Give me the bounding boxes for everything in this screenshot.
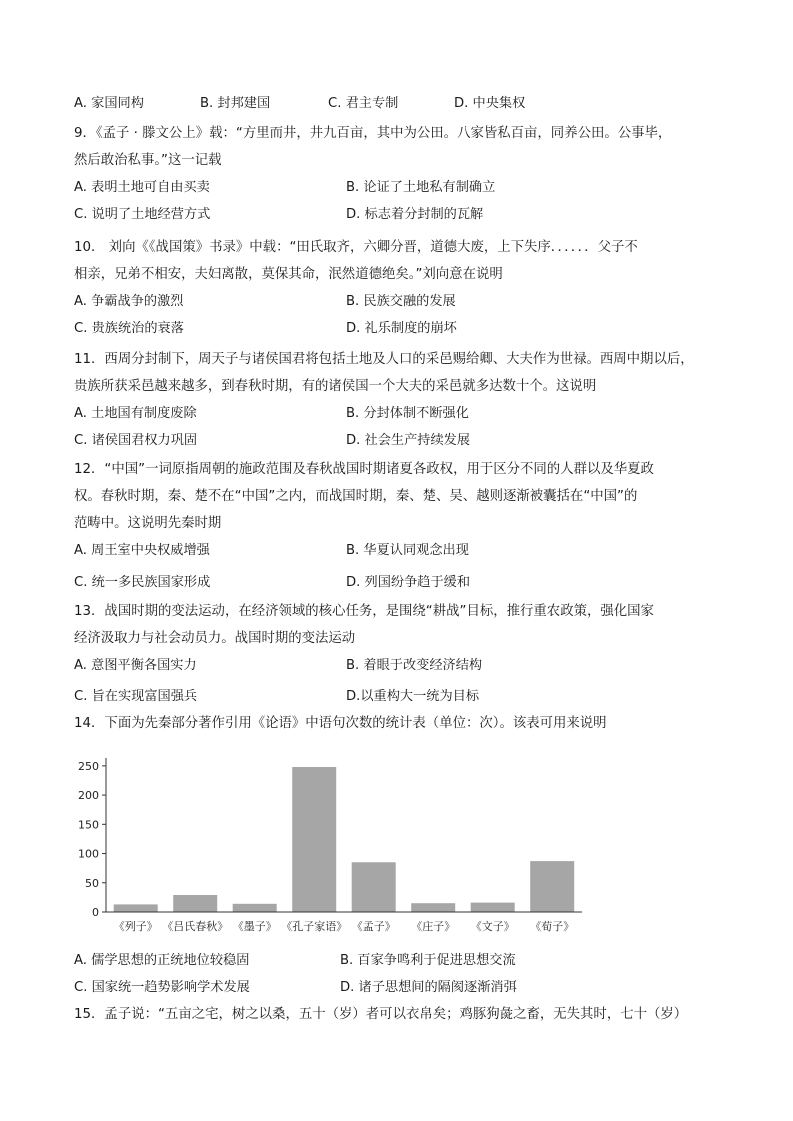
- q13-option-b: B. 着眼于改变经济结构: [346, 658, 483, 673]
- bar-6: [471, 903, 515, 912]
- q14-option-c: C. 国家统一趋势影响学术发展: [74, 980, 250, 995]
- y-tick-label-5: 250: [78, 759, 99, 773]
- q12-option-d: D. 列国纷争趋于缓和: [346, 575, 471, 590]
- q13-option-a: A. 意图平衡各国实力: [74, 658, 197, 673]
- y-tick-label-1: 50: [85, 876, 99, 890]
- q10-stem-line-2: 相亲，兄弟不相安，夫妇离散，莫保其命，泯然道德绝矣。”刘向意在说明: [74, 267, 503, 282]
- y-tick-label-0: 0: [92, 906, 99, 919]
- q10-option-c: C. 贵族统治的衰落: [74, 321, 184, 336]
- q12-stem-line-3: 范畴中。这说明先秦时期: [74, 516, 222, 531]
- quotation-count-bar-chart: [60, 748, 600, 938]
- q11-option-a: A. 土地国有制度废除: [74, 406, 197, 421]
- q12-stem-line-2: 权。春秋时期，秦、楚不在“中国”之内，而战国时期，秦、楚、吴、越则逐渐被囊括在“中国”的: [74, 489, 638, 504]
- q12-stem-line-1: 12．“中国”一词原指周朝的施政范围及春秋战国时期诸夏各政权，用于区分不同的人群以及华夏政: [74, 462, 654, 477]
- q8-option-b: B. 封邦建国: [200, 96, 271, 111]
- y-tick-label-4: 200: [78, 789, 99, 803]
- q9-option-b: B. 论证了土地私有制确立: [346, 180, 496, 195]
- q11-stem-line-2: 贵族所获采邑越来越多，到春秋时期，有的诸侯国一个大夫的采邑就多达数十个。这说明: [74, 379, 597, 394]
- q11-option-d: D. 社会生产持续发展: [346, 433, 471, 448]
- bar-1: [173, 895, 217, 912]
- q10-stem-line-1: 10． 刘向《《战国策》书录》中载：“田氏取齐，六卿分晋，道德大废，上下失序．．．．．．父子不: [74, 240, 638, 255]
- q9-option-a: A. 表明土地可自由买卖: [74, 180, 210, 195]
- q14-option-b: B. 百家争鸣利于促进思想交流: [340, 953, 516, 968]
- q12-option-a: A. 周王室中央权威增强: [74, 543, 210, 558]
- q8-option-c: C. 君主专制: [328, 96, 399, 111]
- q10-option-b: B. 民族交融的发展: [346, 294, 456, 309]
- q9-stem-line-1: 9．《孟子 · 滕文公上》载：“方里而井，井九百亩，其中为公田。八家皆私百亩，同养公田。公事毕，: [74, 126, 672, 141]
- bar-3: [292, 767, 336, 912]
- q12-option-c: C. 统一多民族国家形成: [74, 575, 211, 590]
- chart-bars: [114, 767, 575, 912]
- y-tick-label-3: 150: [78, 818, 99, 832]
- q9-option-c: C. 说明了土地经营方式: [74, 207, 211, 222]
- q14-option-d: D. 诸子思想间的隔阂逐渐消弭: [340, 980, 517, 995]
- x-tick-label-3: 《孔子家语》: [281, 920, 348, 933]
- bar-7: [530, 861, 574, 912]
- q12-option-b: B. 华夏认同观念出现: [346, 543, 469, 558]
- bar-0: [114, 904, 158, 912]
- q10-option-d: D. 礼乐制度的崩坏: [346, 321, 457, 336]
- q8-option-a: A. 家国同构: [74, 96, 144, 111]
- q13-stem-line-1: 13．战国时期的变法运动，在经济领域的核心任务，是围绕“耕战”目标，推行重农政策，强化国家: [74, 604, 654, 619]
- q9-stem-line-2: 然后敢治私事。”这一记载: [74, 153, 222, 168]
- y-tick-label-2: 100: [78, 847, 99, 861]
- x-tick-label-2: 《墨子》: [232, 920, 277, 933]
- x-tick-label-4: 《孟子》: [351, 920, 396, 933]
- q10-option-a: A. 争霸战争的激烈: [74, 294, 184, 309]
- bar-5: [411, 903, 455, 912]
- chart-x-labels: [114, 919, 575, 933]
- x-tick-label-6: 《文子》: [470, 920, 515, 933]
- q11-stem-line-1: 11．西周分封制下，周天子与诸侯国君将包括土地及人口的采邑赐给卿、大夫作为世禄。西周中期以后，: [74, 352, 694, 367]
- x-tick-label-7: 《荀子》: [530, 920, 575, 933]
- x-tick-label-5: 《庄子》: [411, 920, 456, 933]
- q13-option-d: D.以重构大一统为目标: [346, 689, 480, 704]
- x-tick-label-1: 《吕氏春秋》: [162, 920, 229, 933]
- q14-stem-line-1: 14．下面为先秦部分著作引用《论语》中语句次数的统计表（单位：次）。该表可用来说明: [74, 716, 607, 731]
- chart-y-ticks: [78, 760, 106, 919]
- q9-option-d: D. 标志着分封制的瓦解: [346, 207, 484, 222]
- bar-4: [352, 862, 396, 912]
- q11-option-b: B. 分封体制不断强化: [346, 406, 469, 421]
- q15-stem-line-1: 15．孟子说：“五亩之宅，树之以桑，五十（岁）者可以衣帛矣；鸡豚狗彘之畜，无失其时，七十（岁）: [74, 1007, 688, 1022]
- q8-option-d: D. 中央集权: [454, 96, 526, 111]
- q14-option-a: A. 儒学思想的正统地位较稳固: [74, 953, 250, 968]
- bar-2: [233, 904, 277, 912]
- x-tick-label-0: 《列子》: [113, 920, 158, 933]
- q13-option-c: C. 旨在实现富国强兵: [74, 689, 198, 704]
- q11-option-c: C. 诸侯国君权力巩固: [74, 433, 198, 448]
- q13-stem-line-2: 经济汲取力与社会动员力。战国时期的变法运动: [74, 631, 356, 646]
